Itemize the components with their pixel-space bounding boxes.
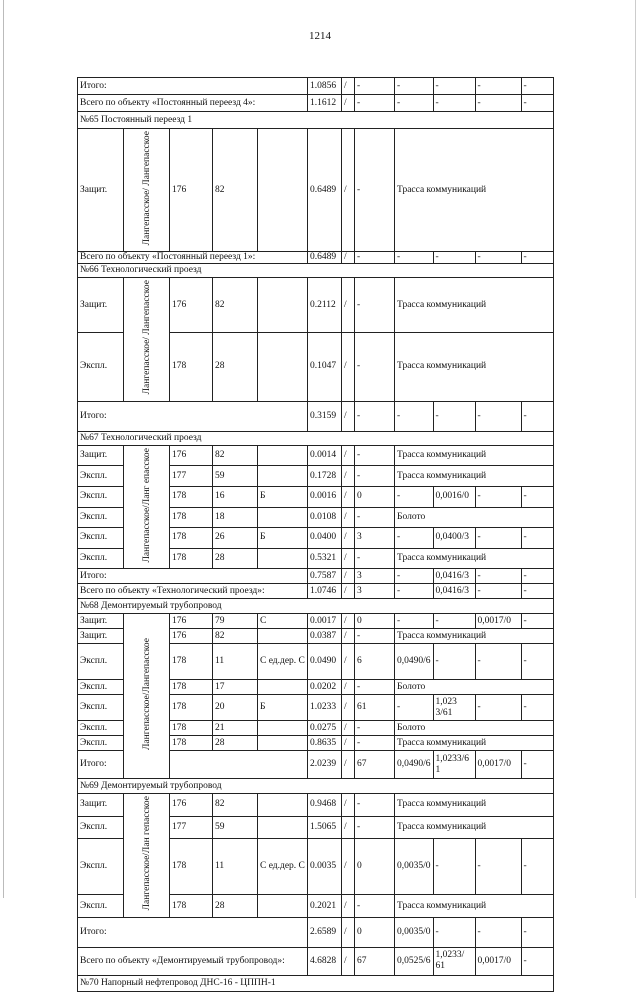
- table-cell: -: [433, 917, 475, 947]
- table-cell: 0.0490: [308, 644, 342, 680]
- table-cell: Всего по объекту «Демонтируемый трубопровод»:: [78, 947, 308, 975]
- table-cell: -: [521, 644, 553, 680]
- table-row-total: [78, 947, 554, 975]
- table-cell: -: [355, 332, 395, 401]
- table-cell: 0.0035: [308, 838, 342, 894]
- table-cell: Защит.: [78, 129, 124, 252]
- table-cell: 178: [170, 895, 213, 917]
- page-number: 1214: [309, 30, 331, 42]
- table-cell: -: [355, 95, 395, 112]
- table-cell: №66 Технологический проезд: [78, 264, 554, 278]
- table-cell: [258, 332, 308, 401]
- table-cell: /: [342, 721, 355, 736]
- table-row-data: [78, 445, 554, 466]
- table-cell: -: [475, 695, 521, 721]
- table-cell: 1,023 3/61: [433, 695, 475, 721]
- table-cell: 3: [355, 569, 395, 584]
- table-cell: [258, 129, 308, 252]
- table-cell: Защит.: [78, 614, 124, 629]
- table-cell: 0: [355, 486, 395, 507]
- table-cell: [258, 680, 308, 695]
- table-cell: Б: [258, 528, 308, 549]
- vertical-label: Лангепасское/Ланг епасское: [141, 447, 152, 563]
- table-cell: Болото: [395, 680, 554, 695]
- table-row-section-header: [78, 264, 554, 278]
- table-cell: -: [521, 78, 553, 95]
- table-cell: 176: [170, 278, 213, 332]
- table-row-section-header: [78, 975, 554, 991]
- table-cell: /: [342, 278, 355, 332]
- table-cell: 2.0239: [308, 751, 342, 779]
- table-cell: 178: [170, 695, 213, 721]
- table-cell: /: [342, 332, 355, 401]
- table-cell: -: [433, 614, 475, 629]
- table-cell: 1.0746: [308, 584, 342, 599]
- table-cell: 178: [170, 644, 213, 680]
- table-cell: 0.0387: [308, 629, 342, 644]
- table-cell: 0,0035/0: [395, 838, 434, 894]
- table-row-data: [78, 794, 554, 816]
- table-cell: 6: [355, 644, 395, 680]
- table-cell: -: [355, 507, 395, 528]
- vertical-label: Лангепасское/Лангепасское: [141, 638, 152, 751]
- table-cell: -: [475, 78, 521, 95]
- table-cell: -: [475, 838, 521, 894]
- table-cell: /: [342, 751, 355, 779]
- vertical-site-cell: [124, 445, 170, 569]
- table-cell: Трасса коммуникаций: [395, 548, 554, 569]
- table-cell: 178: [170, 680, 213, 695]
- table-cell: 0.9468: [308, 794, 342, 816]
- table-cell: -: [475, 95, 521, 112]
- table-row-itogo: [78, 78, 554, 95]
- table-cell: 82: [213, 794, 258, 816]
- table-cell: 3: [355, 584, 395, 599]
- table-cell: 178: [170, 736, 213, 751]
- table-cell: 0.0108: [308, 507, 342, 528]
- table-cell: 0,0017/0: [475, 751, 521, 779]
- table-cell: 0,0416/3: [433, 584, 475, 599]
- table-cell: Трасса коммуникаций: [395, 629, 554, 644]
- table-cell: /: [342, 507, 355, 528]
- table-cell: Трасса коммуникаций: [395, 332, 554, 401]
- table-cell: /: [342, 614, 355, 629]
- table-cell: 0.3159: [308, 401, 342, 431]
- table-cell: -: [395, 252, 434, 264]
- table-cell: 28: [213, 548, 258, 569]
- table-cell: /: [342, 947, 355, 975]
- table-cell: [258, 278, 308, 332]
- table-cell: Экспл.: [78, 332, 124, 401]
- scan-edge-left: [3, 0, 4, 898]
- table-cell: Защит.: [78, 629, 124, 644]
- table-cell: 21: [213, 721, 258, 736]
- table-cell: /: [342, 548, 355, 569]
- table-cell: [258, 895, 308, 917]
- table-row-itogo: [78, 401, 554, 431]
- table-cell: -: [355, 816, 395, 838]
- table-cell: [258, 507, 308, 528]
- vertical-label: Лангепасское/ Лангепасское: [141, 280, 152, 395]
- table-cell: 0.0016: [308, 486, 342, 507]
- table-cell: 18: [213, 507, 258, 528]
- table-cell: 178: [170, 507, 213, 528]
- table-row-section-header: [78, 431, 554, 445]
- table-cell: -: [475, 486, 521, 507]
- table-cell: -: [355, 794, 395, 816]
- table-cell: 0.2112: [308, 278, 342, 332]
- table-row-itogo: [78, 917, 554, 947]
- table-cell: Трасса коммуникаций: [395, 816, 554, 838]
- table-cell: -: [521, 486, 553, 507]
- table-cell: 176: [170, 129, 213, 252]
- table-cell: 1,0233/6 1: [433, 751, 475, 779]
- table-cell: 11: [213, 838, 258, 894]
- table-cell: 28: [213, 332, 258, 401]
- table-cell: 82: [213, 445, 258, 466]
- table-cell: -: [521, 751, 553, 779]
- land-plot-table: [77, 77, 554, 992]
- table-cell: 20: [213, 695, 258, 721]
- table-cell: -: [521, 917, 553, 947]
- vertical-label: Лангепасское/ Лангепасское: [141, 131, 152, 246]
- table-cell: 0.0400: [308, 528, 342, 549]
- table-cell: С ед.дер. С: [258, 838, 308, 894]
- table-cell: 0,0016/0: [433, 486, 475, 507]
- table-cell: -: [521, 95, 553, 112]
- table-cell: -: [395, 614, 434, 629]
- table-row-section-header: [78, 112, 554, 129]
- table-cell: 79: [213, 614, 258, 629]
- table-row-section-header: [78, 599, 554, 614]
- table-cell: 0.0014: [308, 445, 342, 466]
- table-cell: -: [355, 129, 395, 252]
- table-cell: [258, 629, 308, 644]
- table-cell: -: [521, 569, 553, 584]
- table-cell: /: [342, 838, 355, 894]
- table-cell: Всего по объекту «Постоянный переезд 4»:: [78, 95, 308, 112]
- table-cell: [258, 466, 308, 487]
- table-cell: -: [395, 569, 434, 584]
- table-cell: 82: [213, 278, 258, 332]
- table-cell: -: [475, 917, 521, 947]
- table-cell: 176: [170, 614, 213, 629]
- table-cell: 0.0275: [308, 721, 342, 736]
- table-cell: №68 Демонтируемый трубопровод: [78, 599, 554, 614]
- table-cell: Итого:: [78, 78, 308, 95]
- table-cell: 178: [170, 548, 213, 569]
- table-cell: [258, 721, 308, 736]
- table-cell: 0,0525/6: [395, 947, 434, 975]
- table-cell: 11: [213, 644, 258, 680]
- table-cell: Итого:: [78, 569, 308, 584]
- table-cell: 0.2021: [308, 895, 342, 917]
- table-cell: 4.6828: [308, 947, 342, 975]
- table-cell: -: [521, 401, 553, 431]
- table-cell: 178: [170, 838, 213, 894]
- table-cell: 1.1612: [308, 95, 342, 112]
- table-cell: Экспл.: [78, 486, 124, 507]
- table-cell: 176: [170, 629, 213, 644]
- table-cell: 59: [213, 816, 258, 838]
- table-cell: Экспл.: [78, 838, 124, 894]
- table-cell: -: [475, 252, 521, 264]
- table-cell: -: [521, 614, 553, 629]
- table-cell: 0.8635: [308, 736, 342, 751]
- table-body: [78, 78, 554, 992]
- vertical-site-cell: [124, 129, 170, 252]
- table-cell: Экспл.: [78, 528, 124, 549]
- table-cell: 0: [355, 614, 395, 629]
- table-cell: -: [475, 584, 521, 599]
- table-cell: -: [521, 584, 553, 599]
- table-cell: -: [433, 252, 475, 264]
- table-cell: Болото: [395, 507, 554, 528]
- table-cell: -: [355, 78, 395, 95]
- table-cell: /: [342, 129, 355, 252]
- table-cell: /: [342, 794, 355, 816]
- table-cell: 0.7587: [308, 569, 342, 584]
- table-cell: -: [475, 528, 521, 549]
- table-cell: №65 Постоянный переезд 1: [78, 112, 554, 129]
- table-cell: 0,0416/3: [433, 569, 475, 584]
- table-cell: Экспл.: [78, 721, 124, 736]
- table-cell: 67: [355, 947, 395, 975]
- table-cell: 0: [355, 838, 395, 894]
- table-cell: /: [342, 736, 355, 751]
- table-cell: 0.6489: [308, 129, 342, 252]
- table-cell: 0: [355, 917, 395, 947]
- table-cell: -: [395, 695, 434, 721]
- table-cell: Экспл.: [78, 695, 124, 721]
- table-cell: Защит.: [78, 794, 124, 816]
- table-cell: 0,0017/0: [475, 947, 521, 975]
- table-cell: -: [355, 721, 395, 736]
- table-cell: 1,0233/ 61: [433, 947, 475, 975]
- table-cell: 0.0202: [308, 680, 342, 695]
- table-cell: Трасса коммуникаций: [395, 736, 554, 751]
- table-cell: -: [355, 252, 395, 264]
- table-cell: 178: [170, 721, 213, 736]
- table-cell: №69 Демонтируемый трубопровод: [78, 779, 554, 794]
- table-cell: 17: [213, 680, 258, 695]
- table-cell: -: [521, 838, 553, 894]
- table-cell: -: [475, 569, 521, 584]
- table-cell: 0.0017: [308, 614, 342, 629]
- table-cell: Экспл.: [78, 507, 124, 528]
- table-cell: /: [342, 680, 355, 695]
- table-cell: 0,0490/6: [395, 751, 434, 779]
- table-row-itogo: [78, 751, 554, 779]
- table-cell: -: [355, 736, 395, 751]
- table-cell: 1.0233: [308, 695, 342, 721]
- table-cell: 0,0017/0: [475, 614, 521, 629]
- table-cell: -: [355, 680, 395, 695]
- table-row-total: [78, 252, 554, 264]
- table-cell: -: [395, 584, 434, 599]
- table-cell: -: [395, 401, 434, 431]
- table-cell: 0.1047: [308, 332, 342, 401]
- table-cell: -: [395, 95, 434, 112]
- table-cell: Болото: [395, 721, 554, 736]
- table-cell: /: [342, 584, 355, 599]
- table-cell: Экспл.: [78, 895, 124, 917]
- table-cell: С: [258, 614, 308, 629]
- table-cell: /: [342, 78, 355, 95]
- table-cell: /: [342, 695, 355, 721]
- table-row-section-header: [78, 779, 554, 794]
- table-cell: 176: [170, 794, 213, 816]
- table-row-data: [78, 129, 554, 252]
- table-cell: [258, 794, 308, 816]
- table-cell: -: [521, 695, 553, 721]
- table-cell: -: [475, 401, 521, 431]
- table-cell: 2.6589: [308, 917, 342, 947]
- table-cell: 82: [213, 629, 258, 644]
- table-cell: Экспл.: [78, 548, 124, 569]
- table-cell: 28: [213, 736, 258, 751]
- table-cell: [258, 548, 308, 569]
- table-cell: 178: [170, 486, 213, 507]
- table-row-total: [78, 584, 554, 599]
- scan-edge-right: [635, 0, 636, 898]
- table-cell: -: [355, 401, 395, 431]
- table-cell: Итого:: [78, 917, 308, 947]
- table-cell: /: [342, 528, 355, 549]
- table-cell: 1.0856: [308, 78, 342, 95]
- table-cell: 176: [170, 445, 213, 466]
- table-cell: 0.1728: [308, 466, 342, 487]
- table-cell: -: [433, 644, 475, 680]
- table-cell: Итого:: [78, 401, 308, 431]
- table-cell: /: [342, 629, 355, 644]
- table-row-data: [78, 278, 554, 332]
- table-cell: Экспл.: [78, 816, 124, 838]
- table-cell: Трасса коммуникаций: [395, 794, 554, 816]
- table-cell: Итого:: [78, 751, 308, 779]
- vertical-label: Лангепасское/Лан гепасское: [141, 796, 152, 911]
- table-cell: С ед.дер. С: [258, 644, 308, 680]
- table-cell: 67: [355, 751, 395, 779]
- table-cell: Б: [258, 695, 308, 721]
- table-row-itogo: [78, 569, 554, 584]
- table-cell: -: [395, 486, 434, 507]
- table-cell: №70 Напорный нефтепровод ДНС-16 - ЦППН-1: [78, 975, 554, 991]
- table-cell: Экспл.: [78, 736, 124, 751]
- table-cell: Защит.: [78, 445, 124, 466]
- table-cell: [258, 445, 308, 466]
- table-cell: -: [475, 644, 521, 680]
- table-cell: Всего по объекту «Технологический проезд»:: [78, 584, 308, 599]
- table-cell: 28: [213, 895, 258, 917]
- table-cell: 82: [213, 129, 258, 252]
- table-cell: -: [355, 278, 395, 332]
- table-cell: Экспл.: [78, 466, 124, 487]
- table-cell: Трасса коммуникаций: [395, 466, 554, 487]
- table-cell: 177: [170, 466, 213, 487]
- table-cell: /: [342, 569, 355, 584]
- table-cell: 178: [170, 528, 213, 549]
- table-cell: 177: [170, 816, 213, 838]
- table-cell: /: [342, 466, 355, 487]
- table-cell: -: [433, 95, 475, 112]
- table-cell: 178: [170, 332, 213, 401]
- table-cell: -: [355, 466, 395, 487]
- table-cell: -: [433, 401, 475, 431]
- table-cell: -: [521, 252, 553, 264]
- table-cell: 1.5065: [308, 816, 342, 838]
- table-cell: /: [342, 644, 355, 680]
- table-cell: [258, 736, 308, 751]
- table-cell: Всего по объекту «Постоянный переезд 1»:: [78, 252, 308, 264]
- table-cell: Трасса коммуникаций: [395, 129, 554, 252]
- table-cell: 0.6489: [308, 252, 342, 264]
- table-cell: /: [342, 895, 355, 917]
- table-cell: 59: [213, 466, 258, 487]
- table-cell: -: [433, 838, 475, 894]
- table-cell: Трасса коммуникаций: [395, 895, 554, 917]
- table-cell: Трасса коммуникаций: [395, 445, 554, 466]
- table-cell: Защит.: [78, 278, 124, 332]
- table-cell: 0,0400/3: [433, 528, 475, 549]
- table-cell: /: [342, 445, 355, 466]
- table-cell: -: [355, 629, 395, 644]
- table-cell: Б: [258, 486, 308, 507]
- table-cell: -: [521, 947, 553, 975]
- table-cell: /: [342, 401, 355, 431]
- table-cell: [258, 816, 308, 838]
- table-cell: /: [342, 486, 355, 507]
- table-cell: -: [433, 78, 475, 95]
- table-cell: 0.5321: [308, 548, 342, 569]
- table-cell: Экспл.: [78, 680, 124, 695]
- table-cell: 61: [355, 695, 395, 721]
- table-cell: 26: [213, 528, 258, 549]
- table-cell: 0,0490/6: [395, 644, 434, 680]
- table-cell: 3: [355, 528, 395, 549]
- table-cell: /: [342, 917, 355, 947]
- table-cell: -: [355, 548, 395, 569]
- table-cell: -: [355, 445, 395, 466]
- vertical-site-cell: [124, 278, 170, 401]
- table-cell: -: [355, 895, 395, 917]
- table-cell: /: [342, 252, 355, 264]
- table-cell: 0,0035/0: [395, 917, 434, 947]
- table-cell: 16: [213, 486, 258, 507]
- table-cell: Трасса коммуникаций: [395, 278, 554, 332]
- table-cell: -: [395, 78, 434, 95]
- table-cell: -: [521, 528, 553, 549]
- table-cell: №67 Технологический проезд: [78, 431, 554, 445]
- table-cell: Экспл.: [78, 644, 124, 680]
- table-cell: /: [342, 95, 355, 112]
- table-row-data: [78, 614, 554, 629]
- table-row-total: [78, 95, 554, 112]
- table-cell: -: [395, 528, 434, 549]
- vertical-site-cell: [124, 794, 170, 917]
- table-cell: /: [342, 816, 355, 838]
